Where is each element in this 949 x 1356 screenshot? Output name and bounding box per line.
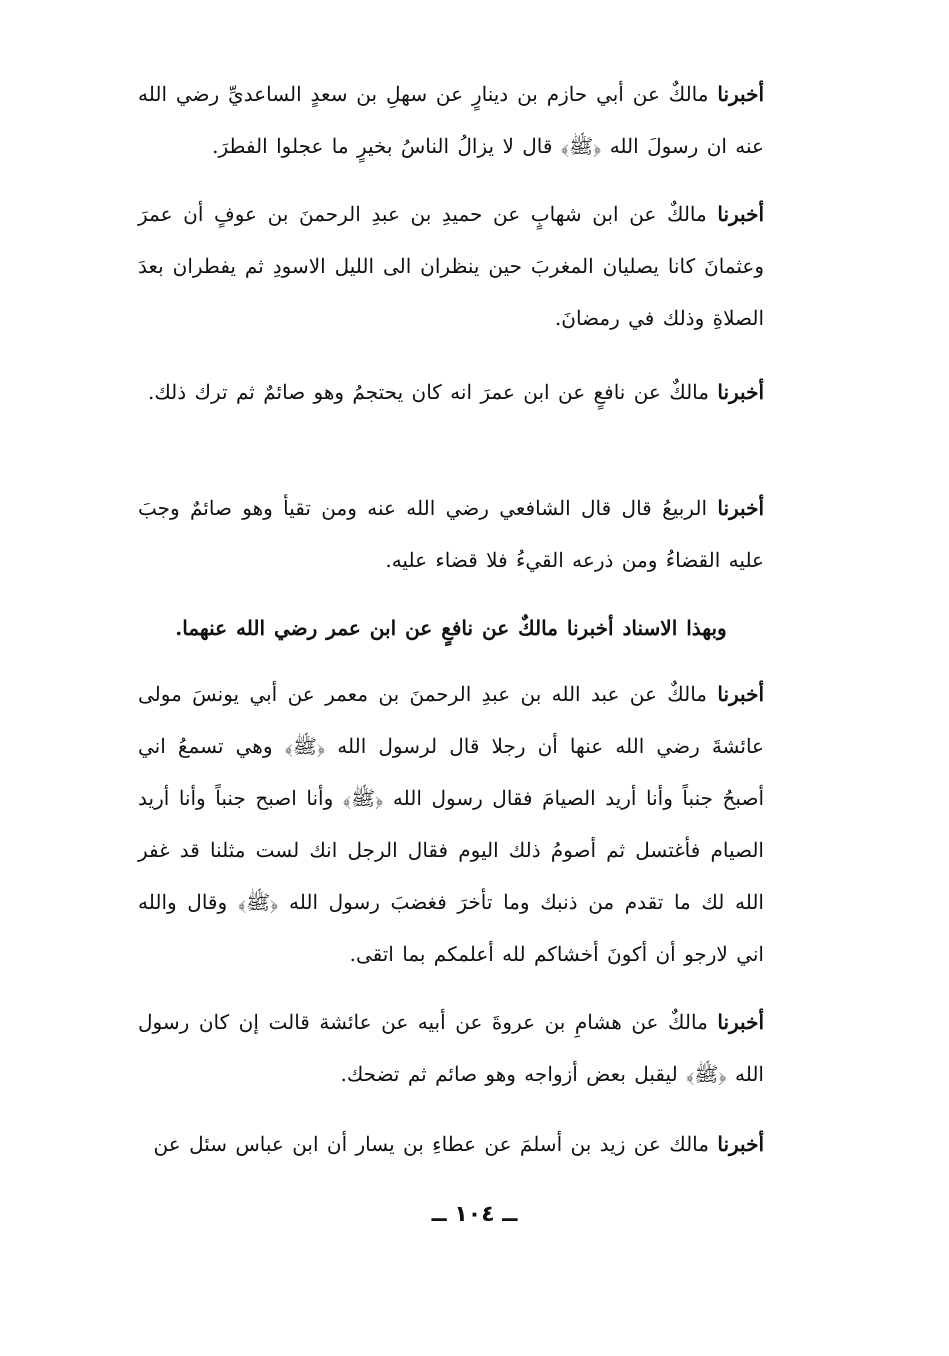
paragraph-1 xyxy=(138,68,764,172)
paragraph-text: مالكٌ عن هشامِ بن عروةَ عن أبيه عن عائشة قالت إن كان رسول الله ﴿ﷺ﴾ ليقبل بعض أزواجه وهو صائم ثم تضحك. xyxy=(138,1010,764,1086)
page-number: ــ ١٠٤ ــ xyxy=(431,1202,518,1227)
paragraph-3 xyxy=(138,366,764,418)
paragraph-lead: أخبرنا xyxy=(717,380,764,404)
paragraph-4 xyxy=(138,482,764,586)
paragraph-text: مالكٌ عن نافعٍ عن ابن عمرَ انه كان يحتجمُ وهو صائمٌ ثم ترك ذلك. xyxy=(147,380,709,404)
paragraph-lead: أخبرنا xyxy=(717,496,764,520)
paragraph-lead: أخبرنا xyxy=(717,1010,764,1034)
paragraph-lead: أخبرنا xyxy=(717,682,764,706)
paragraph-text: وبهذا الاسناد أخبرنا مالكٌ عن نافعٍ عن ابن عمر رضي الله عنهما. xyxy=(175,616,727,640)
paragraph-text: مالكٌ عن أبي حازم بن دينارٍ عن سهلِ بن سعدٍ الساعديِّ رضي الله عنه ان رسولَ الله ﴿ﷺ﴾ قال لا يزالُ الناسُ بخيرٍ ما عجلوا الفطرَ. xyxy=(138,82,764,158)
paragraph-8 xyxy=(138,1118,764,1170)
paragraph-text: الربيعُ قال قال الشافعي رضي الله عنه ومن تقيأ وهو صائمٌ وجبَ عليه القضاءُ ومن ذرعه القيءُ فلا قضاء عليه. xyxy=(138,496,764,572)
paragraph-lead: أخبرنا xyxy=(717,1132,764,1156)
paragraph-6 xyxy=(138,668,764,980)
paragraph-2 xyxy=(138,188,764,344)
paragraph-text: مالك عن زيد بن أسلمَ عن عطاءِ بن يسار أن ابن عباس سئل عن xyxy=(153,1132,709,1156)
paragraph-text: مالكٌ عن عبد الله بن عبدِ الرحمنَ بن معمر عن أبي يونسَ مولى عائشةَ رضي الله عنها أن رجلا قال لرسول الله ﴿ﷺ﴾ وهي تسمعُ اني أصبحُ جنباً وأنا أريد الصيامَ فقال رسول الله ﴿ﷺ﴾ وأنا اصبح جنباً وأنا أريد الصيام فأغتسل ثم أصومُ ذلك اليوم فقال الرجل انك لست مثلنا قد غفر الله لك ما تقدم من ذنبك وما تأخرَ فغضبَ رسول الله ﴿ﷺ﴾ وقال والله اني لارجو أن أكونَ أخشاكم لله أعلمكم بما اتقى. xyxy=(138,682,764,966)
paragraph-lead: أخبرنا xyxy=(717,202,764,226)
paragraph-7 xyxy=(138,996,764,1100)
paragraph-lead: أخبرنا xyxy=(717,82,764,106)
paragraph-text: مالكٌ عن ابن شهابٍ عن حميدِ بن عبدِ الرحمنَ بن عوفٍ أن عمرَ وعثمانَ كانا يصليان المغربَ حين ينظران الى الليل الاسودِ ثم يفطران بعدَ الصلاةِ وذلك في رمضانَ. xyxy=(138,202,764,330)
paragraph-5 xyxy=(138,602,764,654)
